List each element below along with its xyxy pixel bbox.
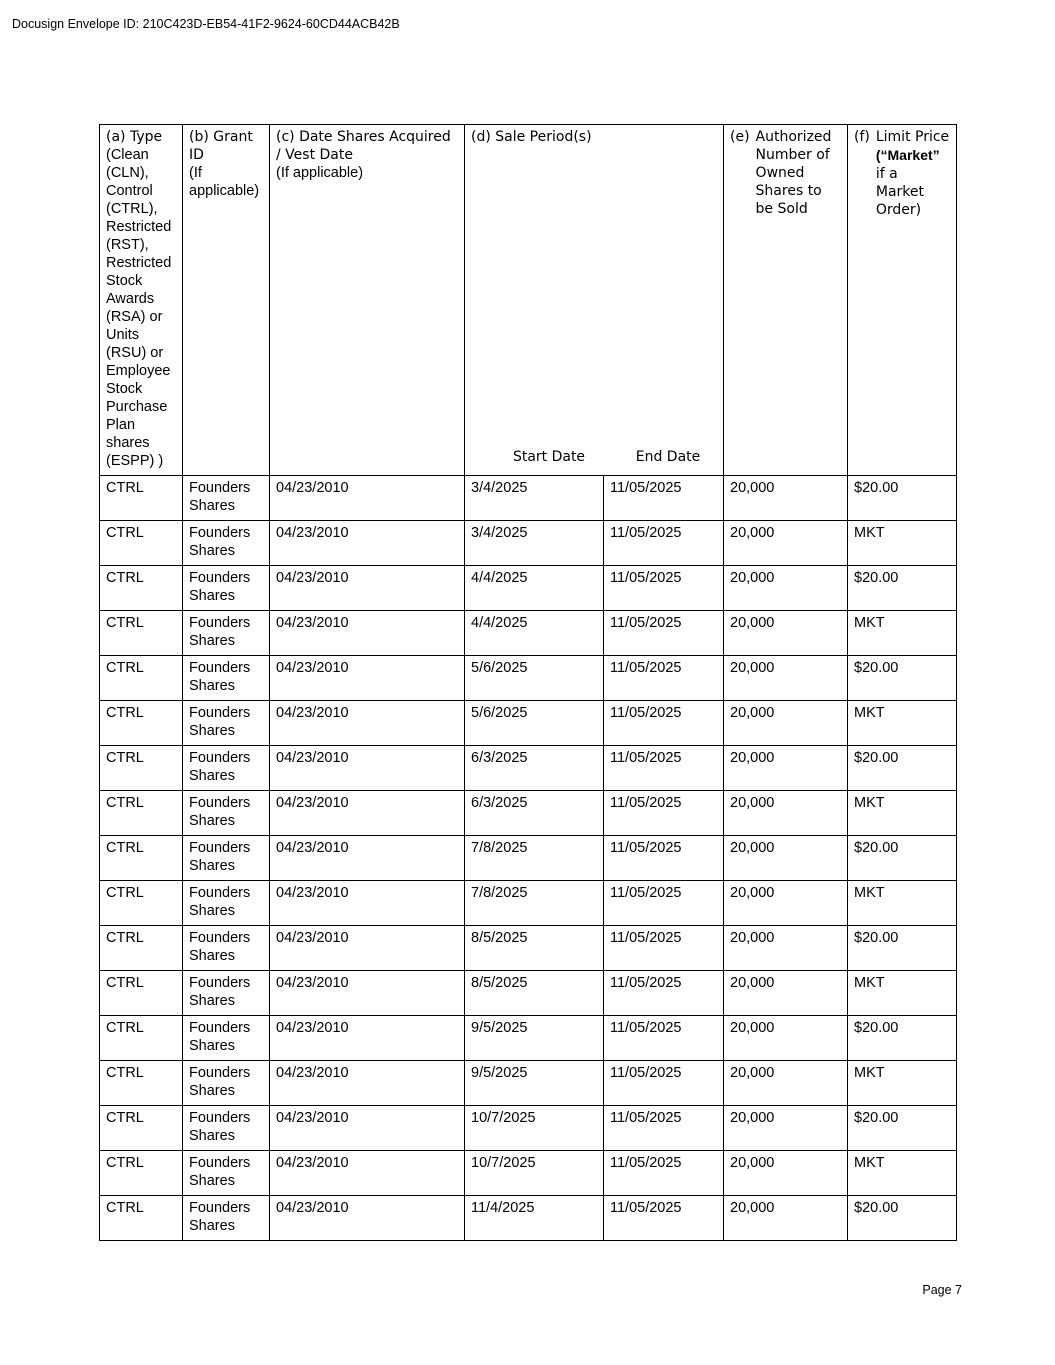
type-cell: CTRL: [100, 1106, 183, 1151]
limit-price-cell: $20.00: [848, 926, 957, 971]
grant-id-cell: Founders Shares: [183, 656, 270, 701]
grant-id-cell: Founders Shares: [183, 836, 270, 881]
type-cell: CTRL: [100, 476, 183, 521]
grant-id-cell: Founders Shares: [183, 1061, 270, 1106]
start-date-cell: 6/3/2025: [465, 791, 604, 836]
limit-price-cell: $20.00: [848, 656, 957, 701]
end-date-cell: 11/05/2025: [604, 971, 724, 1016]
end-date-cell: 11/05/2025: [604, 476, 724, 521]
table-row: [100, 746, 957, 791]
end-date-cell: 11/05/2025: [604, 566, 724, 611]
grant-id-cell: Founders Shares: [183, 476, 270, 521]
start-date-cell: 7/8/2025: [465, 836, 604, 881]
type-cell: CTRL: [100, 926, 183, 971]
start-date-cell: 4/4/2025: [465, 566, 604, 611]
date-acquired-cell: 04/23/2010: [270, 746, 465, 791]
date-acquired-cell: 04/23/2010: [270, 791, 465, 836]
limit-price-cell: $20.00: [848, 836, 957, 881]
limit-price-cell: MKT: [848, 881, 957, 926]
grant-id-cell: Founders Shares: [183, 791, 270, 836]
type-cell: CTRL: [100, 566, 183, 611]
trading-plan-table: [99, 124, 957, 1241]
col-c-label: (c) Date Shares Acquired / Vest Date: [276, 129, 451, 163]
end-date-cell: 11/05/2025: [604, 1196, 724, 1241]
date-acquired-cell: 04/23/2010: [270, 881, 465, 926]
shares-cell: 20,000: [724, 926, 848, 971]
end-date-cell: 11/05/2025: [604, 836, 724, 881]
start-date-cell: 7/8/2025: [465, 881, 604, 926]
table-row: [100, 611, 957, 656]
grant-id-cell: Founders Shares: [183, 746, 270, 791]
date-acquired-cell: 04/23/2010: [270, 1106, 465, 1151]
type-cell: CTRL: [100, 521, 183, 566]
start-date-cell: 6/3/2025: [465, 746, 604, 791]
table-row: [100, 656, 957, 701]
end-date-cell: 11/05/2025: [604, 656, 724, 701]
shares-cell: 20,000: [724, 1151, 848, 1196]
limit-price-cell: MKT: [848, 611, 957, 656]
table-row: [100, 566, 957, 611]
type-cell: CTRL: [100, 1151, 183, 1196]
type-cell: CTRL: [100, 611, 183, 656]
type-cell: CTRL: [100, 1016, 183, 1061]
shares-cell: 20,000: [724, 476, 848, 521]
col-f-line3: if a Market Order): [875, 166, 924, 218]
start-date-label: Start Date: [512, 449, 586, 465]
date-acquired-cell: 04/23/2010: [270, 701, 465, 746]
type-cell: CTRL: [100, 656, 183, 701]
end-date-cell: 11/05/2025: [604, 746, 724, 791]
limit-price-cell: MKT: [848, 971, 957, 1016]
envelope-id: Docusign Envelope ID: 210C423D-EB54-41F2-9624-60CD44ACB42B: [12, 17, 400, 31]
shares-cell: 20,000: [724, 566, 848, 611]
grant-id-cell: Founders Shares: [183, 611, 270, 656]
shares-cell: 20,000: [724, 1106, 848, 1151]
table-row: [100, 1106, 957, 1151]
end-date-label: End Date: [635, 449, 701, 465]
grant-id-cell: Founders Shares: [183, 701, 270, 746]
type-cell: CTRL: [100, 746, 183, 791]
type-cell: CTRL: [100, 881, 183, 926]
end-date-cell: 11/05/2025: [604, 1016, 724, 1061]
end-date-cell: 11/05/2025: [604, 791, 724, 836]
header-row: [100, 125, 957, 476]
table-row: [100, 1016, 957, 1061]
date-acquired-cell: 04/23/2010: [270, 656, 465, 701]
table-row: [100, 881, 957, 926]
date-acquired-cell: 04/23/2010: [270, 1016, 465, 1061]
col-d-header: [465, 125, 724, 476]
table-row: [100, 476, 957, 521]
col-e-header: [724, 125, 848, 476]
table-row: [100, 521, 957, 566]
type-cell: CTRL: [100, 1196, 183, 1241]
col-a-header: [100, 125, 183, 476]
col-b-label: (b) Grant ID: [189, 129, 253, 163]
date-acquired-cell: 04/23/2010: [270, 521, 465, 566]
grant-id-cell: Founders Shares: [183, 881, 270, 926]
grant-id-cell: Founders Shares: [183, 1151, 270, 1196]
shares-cell: 20,000: [724, 521, 848, 566]
grant-id-cell: Founders Shares: [183, 1196, 270, 1241]
limit-price-cell: MKT: [848, 1061, 957, 1106]
grant-id-cell: Founders Shares: [183, 1106, 270, 1151]
shares-cell: 20,000: [724, 656, 848, 701]
limit-price-cell: $20.00: [848, 566, 957, 611]
col-e-prefix: (e): [730, 129, 750, 145]
limit-price-cell: MKT: [848, 701, 957, 746]
col-f-header: [848, 125, 957, 476]
col-c-body: (If applicable): [276, 165, 364, 181]
date-acquired-cell: 04/23/2010: [270, 926, 465, 971]
shares-cell: 20,000: [724, 881, 848, 926]
limit-price-cell: MKT: [848, 521, 957, 566]
table-row: [100, 1151, 957, 1196]
date-acquired-cell: 04/23/2010: [270, 566, 465, 611]
table-row: [100, 1196, 957, 1241]
date-acquired-cell: 04/23/2010: [270, 611, 465, 656]
limit-price-cell: MKT: [848, 1151, 957, 1196]
start-date-cell: 8/5/2025: [465, 926, 604, 971]
shares-cell: 20,000: [724, 1196, 848, 1241]
date-acquired-cell: 04/23/2010: [270, 1151, 465, 1196]
start-date-cell: 5/6/2025: [465, 656, 604, 701]
shares-cell: 20,000: [724, 611, 848, 656]
start-date-cell: 9/5/2025: [465, 1016, 604, 1061]
end-date-cell: 11/05/2025: [604, 926, 724, 971]
col-f-market: (“Market”: [875, 147, 940, 163]
type-cell: CTRL: [100, 791, 183, 836]
col-b-body: (If applicable): [189, 165, 260, 199]
grant-id-cell: Founders Shares: [183, 926, 270, 971]
type-cell: CTRL: [100, 971, 183, 1016]
end-date-cell: 11/05/2025: [604, 1061, 724, 1106]
end-date-cell: 11/05/2025: [604, 701, 724, 746]
table-row: [100, 701, 957, 746]
col-a-label: (a) Type: [106, 129, 163, 145]
col-e-body: Authorized Number of Owned Shares to be Sold: [755, 129, 832, 217]
col-d-label: (d) Sale Period(s): [471, 129, 592, 145]
limit-price-cell: $20.00: [848, 1016, 957, 1061]
page-number: Page 7: [922, 1283, 962, 1297]
type-cell: CTRL: [100, 1061, 183, 1106]
grant-id-cell: Founders Shares: [183, 521, 270, 566]
limit-price-cell: MKT: [848, 791, 957, 836]
table-row: [100, 926, 957, 971]
start-date-cell: 5/6/2025: [465, 701, 604, 746]
limit-price-cell: $20.00: [848, 746, 957, 791]
shares-cell: 20,000: [724, 971, 848, 1016]
col-a-body: (Clean (CLN), Control (CTRL), Restricted (RST), Restricted Stock Awards (RSA) or Units (RSU) or Employee Stock Purchase Plan shares (ESPP) ): [106, 147, 172, 469]
date-acquired-cell: 04/23/2010: [270, 1061, 465, 1106]
shares-cell: 20,000: [724, 836, 848, 881]
shares-cell: 20,000: [724, 1061, 848, 1106]
limit-price-cell: $20.00: [848, 1106, 957, 1151]
type-cell: CTRL: [100, 836, 183, 881]
start-date-cell: 10/7/2025: [465, 1151, 604, 1196]
table-row: [100, 1061, 957, 1106]
date-acquired-cell: 04/23/2010: [270, 971, 465, 1016]
col-f-line1: Limit Price: [875, 129, 950, 145]
shares-cell: 20,000: [724, 746, 848, 791]
end-date-cell: 11/05/2025: [604, 881, 724, 926]
end-date-cell: 11/05/2025: [604, 1106, 724, 1151]
date-acquired-cell: 04/23/2010: [270, 836, 465, 881]
grant-id-cell: Founders Shares: [183, 1016, 270, 1061]
col-b-header: [183, 125, 270, 476]
limit-price-cell: $20.00: [848, 1196, 957, 1241]
shares-cell: 20,000: [724, 1016, 848, 1061]
col-c-header: [270, 125, 465, 476]
table-row: [100, 836, 957, 881]
grant-id-cell: Founders Shares: [183, 566, 270, 611]
table-row: [100, 971, 957, 1016]
date-acquired-cell: 04/23/2010: [270, 1196, 465, 1241]
col-f-prefix: (f): [854, 129, 870, 145]
limit-price-cell: $20.00: [848, 476, 957, 521]
start-date-cell: 3/4/2025: [465, 521, 604, 566]
type-cell: CTRL: [100, 701, 183, 746]
table-row: [100, 791, 957, 836]
shares-cell: 20,000: [724, 701, 848, 746]
start-date-cell: 9/5/2025: [465, 1061, 604, 1106]
grant-id-cell: Founders Shares: [183, 971, 270, 1016]
date-acquired-cell: 04/23/2010: [270, 476, 465, 521]
end-date-cell: 11/05/2025: [604, 611, 724, 656]
start-date-cell: 11/4/2025: [465, 1196, 604, 1241]
shares-cell: 20,000: [724, 791, 848, 836]
table-body: [100, 476, 957, 1241]
end-date-cell: 11/05/2025: [604, 521, 724, 566]
start-date-cell: 10/7/2025: [465, 1106, 604, 1151]
start-date-cell: 3/4/2025: [465, 476, 604, 521]
start-date-cell: 8/5/2025: [465, 971, 604, 1016]
end-date-cell: 11/05/2025: [604, 1151, 724, 1196]
start-date-cell: 4/4/2025: [465, 611, 604, 656]
